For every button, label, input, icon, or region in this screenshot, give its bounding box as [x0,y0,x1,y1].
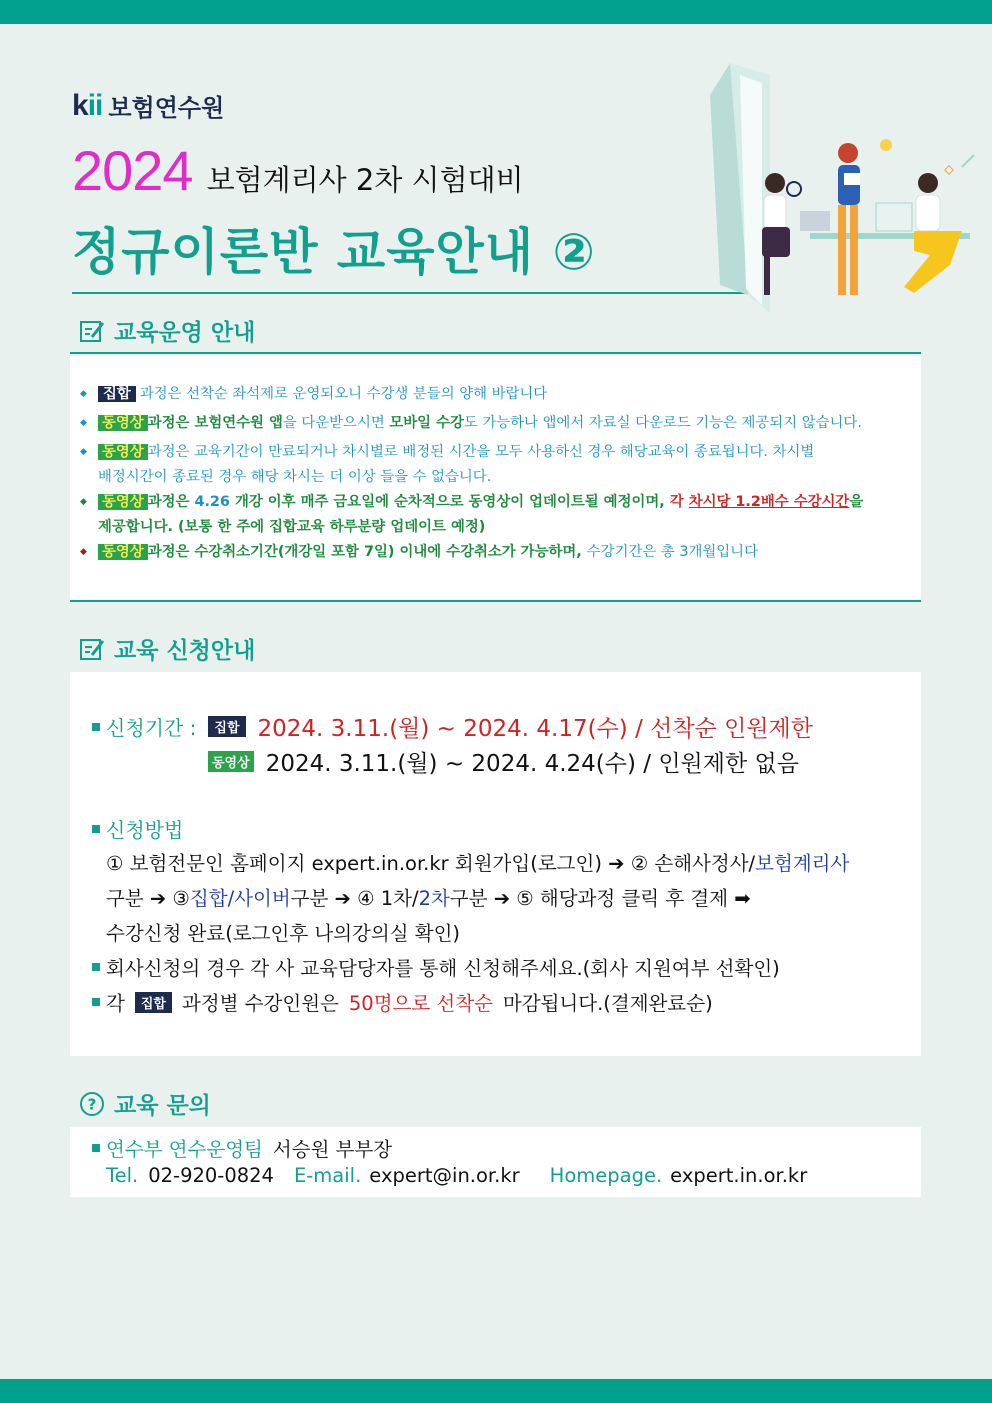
logo [72,88,224,123]
section-heading-apply-text: 교육 신청안내 [114,638,256,664]
top-accent-bar [0,0,992,24]
tag-offline: 집합 [98,386,136,402]
diamond-bullet-icon: ◆ [80,418,87,428]
tag-video: 동영상 [98,544,148,560]
email-link[interactable]: expert@in.or.kr [369,1164,520,1187]
section-heading-apply [78,632,255,665]
section-heading-contact-text: 교육 문의 [114,1093,211,1119]
title-subtitle: 보험계리사 2차 시험대비 [206,163,524,197]
square-bullet-icon [92,825,100,833]
section-divider-top [70,352,921,354]
method-step-line-3: 수강신청 완료(로그인후 나의강의실 확인) [106,922,461,945]
edit-note-icon [78,317,106,345]
notice-item: ◆ 동영상 과정은 수강취소기간(개강일 포함 7일) 이내에 수강취소가 가능하며, 수강기간은 총 3개월입니다 [78,540,913,565]
email-label: E-mail. [293,1164,362,1187]
company-note-row [92,953,780,981]
homepage-link[interactable]: expert.in.or.kr [670,1164,808,1187]
method-step-line-2: 구분 ➔ ③ 집합/사이버 구분 ➔ ④ 1차/ 2차 구분 ➔ ⑤ 해당과정 클릭 후 결제 ➡ [106,887,751,910]
logo-text: 보험연수원 [108,94,225,122]
method-label: 신청방법 [106,818,184,842]
svg-text:?: ? [87,1095,97,1113]
diamond-bullet-icon: ◆ [80,547,87,557]
section-heading-operation-text: 교육운영 안내 [114,320,256,346]
bottom-accent-bar [0,1379,992,1403]
title-year: 2024 [72,139,193,202]
period-video: 2024. 3.11.(월) ~ 2024. 4.24(수) / 인원제한 없음 [265,751,799,777]
tag-video: 동영상 [98,494,148,510]
diamond-bullet-icon: ◆ [80,447,87,457]
tag-offline: 집합 [208,716,245,737]
contact-details-row [106,1164,807,1187]
logo-mark: kii [72,88,103,122]
square-bullet-icon [92,1144,100,1152]
section-heading-operation [78,314,255,347]
section-divider-bottom [70,600,921,602]
period-offline: 2024. 3.11.(월) ~ 2024. 4.17(수) / 선착순 인원제한 [257,716,813,742]
period-label: 신청기간 : [106,716,197,740]
contact-person: 서승원 부부장 [272,1138,393,1161]
square-bullet-icon [92,723,100,731]
page-title: 정규이론반 교육안내 ② [72,223,596,281]
period-video-row [208,745,799,778]
diamond-bullet-icon: ◆ [80,389,87,399]
company-note: 회사신청의 경우 각 사 교육담당자를 통해 신청해주세요.(회사 지원여부 선확인) [106,957,780,980]
method-label-row [92,814,183,843]
notice-item: ◆ 동영상 과정은 교육기간이 만료되거나 차시별로 배정된 시간을 모두 사용하신 경우 해당교육이 종료됩니다. 차시별 배정시간이 종료된 경우 해당 차시는 더 이상 들을 수 없습니다. [78,440,913,490]
tag-video: 동영상 [98,415,148,431]
contact-dept: 연수부 연수운영팀 [106,1138,263,1161]
square-bullet-icon [92,963,100,971]
capacity-row: 각 집합 과정별 수강인원은 50명으로 선착순 마감됩니다.(결제완료순) [92,988,713,1016]
question-circle-icon [78,1090,106,1118]
title-divider [72,292,752,294]
square-bullet-icon [92,998,100,1006]
tag-video: 동영상 [208,751,254,772]
tag-offline: 집합 [135,992,172,1013]
period-offline-row [92,710,813,743]
contact-person-row [92,1134,392,1162]
homepage-label: Homepage. [549,1164,663,1187]
title-line-1 [72,138,524,203]
apply-info-box [70,672,921,1056]
notice-item: ◆ 집합 과정은 선착순 좌석제로 운영되오니 수강생 분들의 양해 바랍니다 [78,382,913,407]
notice-item: ◆ 동영상 과정은 보험연수원 앱을 다운받으시면 모바일 수강도 가능하나 앱에서 자료실 다운로드 기능은 제공되지 않습니다. [78,411,913,436]
tag-video: 동영상 [98,444,148,460]
contact-box [70,1127,921,1197]
section-heading-contact [78,1087,211,1120]
method-step-line-1: ① 보험전문인 홈페이지 expert.in.or.kr 회원가입(로그인) ➔ ② 손해사정사/ 보험계리사 [106,852,850,875]
tel-value: 02-920-0824 [148,1164,274,1187]
edit-note-icon [78,635,106,663]
operation-notice-box [70,356,921,600]
diamond-bullet-icon: ◆ [80,497,87,507]
notice-item: ◆ 동영상 과정은 4.26 개강 이후 매주 금요일에 순차적으로 동영상이 업데이트될 예정이며, 각 차시당 1.2배수 수강시간을 제공합니다. (보통 한 주에 집합교육 하루분량 업데이트 예정) [78,490,913,540]
team-illustration [700,55,980,315]
tel-label: Tel. [106,1164,139,1187]
